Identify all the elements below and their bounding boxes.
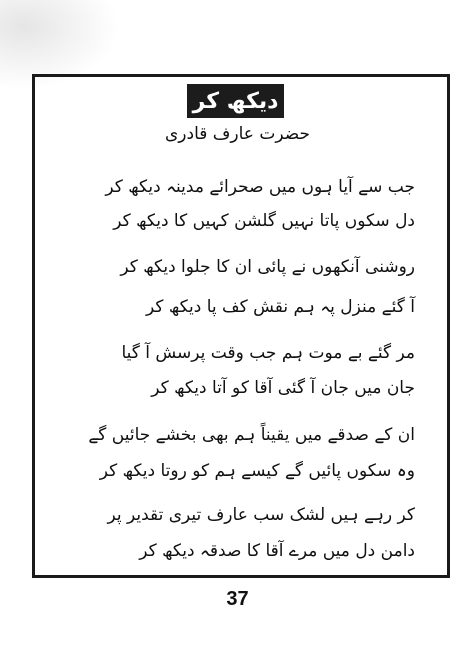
verse-line-2: دل سکوں پاتا نہیں گلشن کہیں کا دیکھ کر [113, 211, 415, 231]
poem-title: دیکھ کر [187, 84, 284, 118]
verse-line-3: روشنی آنکھوں نے پائی ان کا جلوا دیکھ کر [120, 257, 415, 277]
page-number: 37 [226, 588, 249, 610]
verse-line-4: آ گئے منزل پہ ہم نقش کف پا دیکھ کر [146, 297, 415, 317]
verse-line-7: ان کے صدقے میں یقیناً ہم بھی بخشے جائیں گے [88, 425, 415, 445]
poem-author: حضرت عارف قادری [165, 124, 310, 144]
verse-line-6: جان میں جان آ گئی آقا کو آتا دیکھ کر [151, 378, 415, 398]
verse-line-9: کر رہے ہیں لشک سب عارف تیری تقدیر پر [107, 505, 415, 525]
verse-line-8: وہ سکوں پائیں گے کیسے ہم کو روتا دیکھ کر [99, 461, 415, 481]
verse-line-1: جب سے آیا ہوں میں صحرائے مدینہ دیکھ کر [105, 177, 415, 197]
verse-line-5: مر گئے بے موت ہم جب وقت پرسش آ گیا [121, 343, 415, 363]
verse-line-10: دامن دل میں مرے آقا کا صدقہ دیکھ کر [139, 541, 415, 561]
page-frame [32, 74, 450, 578]
